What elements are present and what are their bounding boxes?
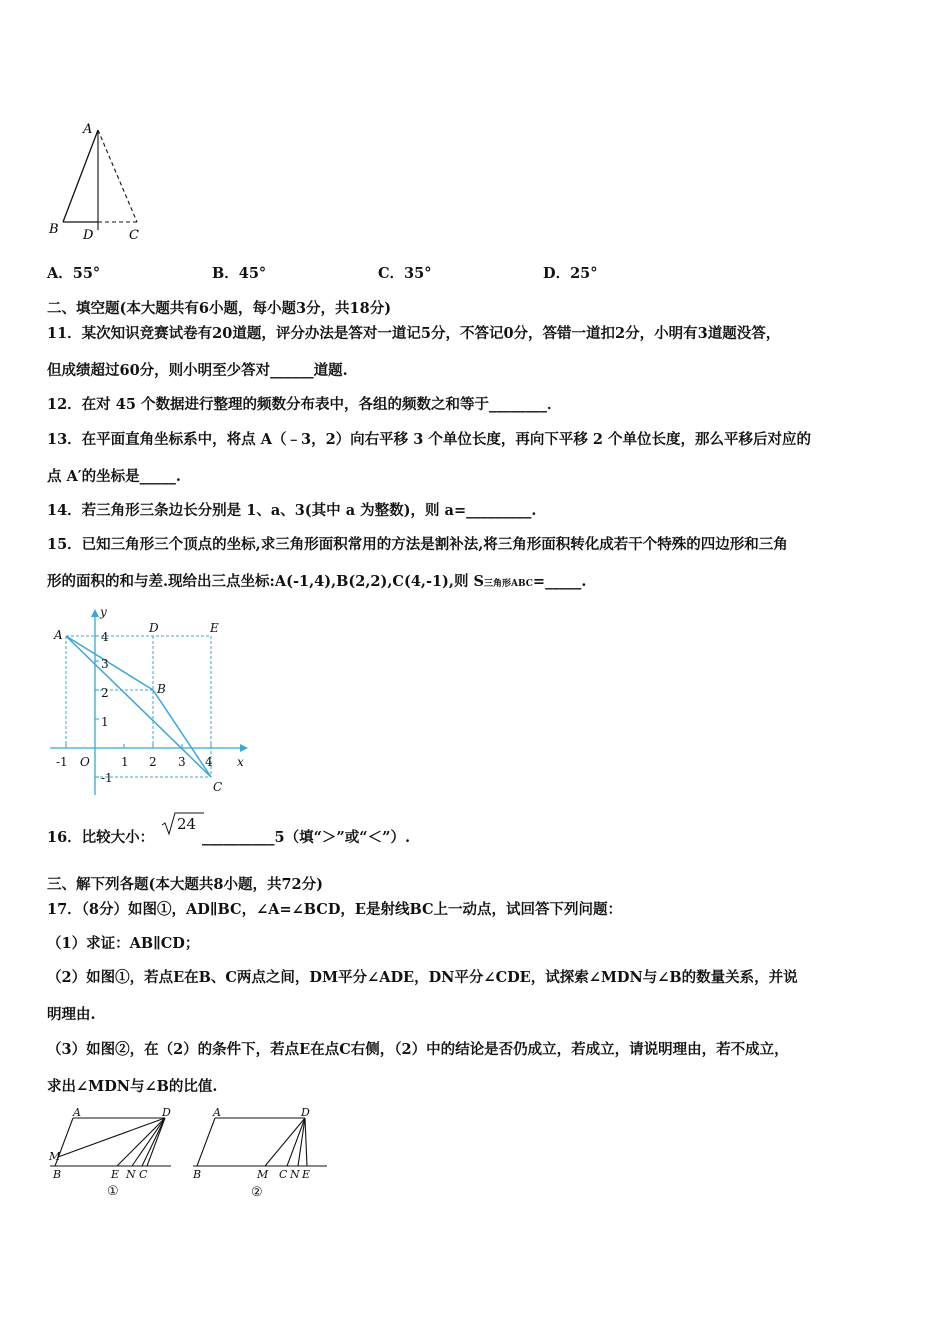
fig2-label-d: D xyxy=(301,1106,310,1119)
q17-intro: 17．（8分）如图①，AD∥BC，∠A=∠BCD，E是射线BC上一动点，试回答下列问题： xyxy=(47,901,623,918)
q11-line1: 11．某次知识竞赛试卷有20道题，评分办法是答对一道记5分，不答记0分，答错一道扣2分，小明有3道题没答， xyxy=(47,325,781,342)
fig1-dc xyxy=(147,1118,165,1166)
parallelogram-figures xyxy=(45,1105,345,1205)
q15-line1: 15．已知三角形三个顶点的坐标,求三角形面积常用的方法是割补法,将三角形面积转化成若干个特殊的四边形和三角 xyxy=(47,536,788,553)
option-c[interactable]: C．35° xyxy=(378,265,432,282)
fig2-label-c: C xyxy=(279,1168,288,1181)
y-tick-label: -1 xyxy=(101,771,113,785)
x-tick-label: 4 xyxy=(205,755,213,769)
q16-radicand: 24 xyxy=(177,815,197,833)
y-axis-arrow xyxy=(91,609,99,617)
fig1-dn xyxy=(132,1118,165,1166)
fig1-de xyxy=(117,1118,165,1166)
fig1-label-e: E xyxy=(111,1168,120,1181)
fig2-label-a: A xyxy=(213,1106,221,1119)
segment-ab xyxy=(63,130,98,222)
fig1-label-b: B xyxy=(53,1168,62,1181)
label-b: B xyxy=(49,222,59,237)
side-ab xyxy=(66,636,153,690)
point-label-c: C xyxy=(213,780,223,794)
y-tick-label: 2 xyxy=(101,686,109,700)
q15-line2 xyxy=(47,570,586,591)
q15-subscript: 三角形ABC xyxy=(484,579,533,589)
q16-prefix: 16．比较大小： xyxy=(47,829,155,846)
q15-line2-end: =_____. xyxy=(532,573,587,590)
fig2-de xyxy=(305,1118,307,1166)
q15-line2-text: 形的面积的和与差.现给出三点坐标:A(-1,4),B(2,2),C(4,-1),则 S xyxy=(47,573,484,590)
y-tick-label: 1 xyxy=(101,715,109,729)
point-label-a: A xyxy=(54,628,63,642)
q13-line1: 13．在平面直角坐标系中，将点 A（﹣3，2）向右平移 3 个单位长度，再向下平移 2 个单位长度，那么平移后对应的 xyxy=(47,431,812,448)
fig2-ab xyxy=(197,1118,215,1166)
fig2-label-b: B xyxy=(193,1168,202,1181)
q13-line2: 点 A′的坐标是_____. xyxy=(47,468,181,485)
fig2-label-m: M xyxy=(257,1168,269,1181)
x-tick-label: 3 xyxy=(178,755,186,769)
fig2-dc xyxy=(287,1118,305,1166)
x-axis-arrow xyxy=(240,744,248,752)
option-a[interactable]: A．55° xyxy=(47,265,101,282)
fig2-label-e: E xyxy=(302,1168,311,1181)
fig1-label-c: C xyxy=(139,1168,148,1181)
fig1-label-m: M xyxy=(49,1150,61,1163)
segment-ac xyxy=(98,130,137,222)
x-tick-label: 1 xyxy=(121,755,129,769)
point-label-d: D xyxy=(149,621,159,635)
y-tick-label: 4 xyxy=(101,630,109,644)
section-2-heading: 二、填空题(本大题共有6小题，每小题3分，共18分) xyxy=(47,300,392,317)
fig2-label-n: N xyxy=(290,1168,300,1181)
fig1-label-d: D xyxy=(162,1106,171,1119)
option-b[interactable]: B．45° xyxy=(212,265,267,282)
q11-line2: 但成绩超过60分，则小明至少答对______道题. xyxy=(47,362,348,379)
fig1-caption: ① xyxy=(107,1184,119,1199)
coordinate-figure xyxy=(45,600,255,800)
x-tick-label: 2 xyxy=(149,755,157,769)
point-label-e: E xyxy=(210,621,219,635)
label-d: D xyxy=(83,228,94,243)
fig2-caption: ② xyxy=(251,1185,263,1200)
triangle-figure xyxy=(45,100,155,245)
point-label-b: B xyxy=(157,682,166,696)
section-3-heading: 三、解下列各题(本大题共8小题，共72分) xyxy=(47,876,323,893)
q12-text: 12．在对 45 个数据进行整理的频数分布表中，各组的频数之和等于________． xyxy=(47,396,562,413)
label-a: A xyxy=(83,122,93,137)
fig1-label-a: A xyxy=(73,1106,81,1119)
origin-label: O xyxy=(80,755,90,769)
q16-suffix: __________5（填“＞”或“＜”）. xyxy=(202,829,410,846)
x-tick-label: -1 xyxy=(56,755,68,769)
axis-label-y: y xyxy=(100,605,107,619)
option-d[interactable]: D．25° xyxy=(543,265,598,282)
axis-label-x: x xyxy=(237,755,244,769)
q17-part1: （1）求证：AB∥CD； xyxy=(47,935,200,952)
q14-text: 14．若三角形三条边长分别是 1、a、3(其中 a 为整数)，则 a=_________. xyxy=(47,502,537,519)
label-c: C xyxy=(129,228,139,243)
q17-part2-line2: 明理由. xyxy=(47,1006,96,1023)
y-tick-label: 3 xyxy=(101,657,109,671)
q17-part3-line2: 求出∠MDN与∠B的比值. xyxy=(47,1078,218,1095)
fig1-label-n: N xyxy=(126,1168,136,1181)
q17-part3-line1: （3）如图②，在（2）的条件下，若点E在点C右侧，（2）中的结论是否仍成立，若成立，请说明理由，若不成立， xyxy=(47,1041,789,1058)
q17-part2-line1: （2）如图①，若点E在B、C两点之间，DM平分∠ADE，DN平分∠CDE，试探索∠MDN与∠B的数量关系，并说 xyxy=(47,969,798,986)
